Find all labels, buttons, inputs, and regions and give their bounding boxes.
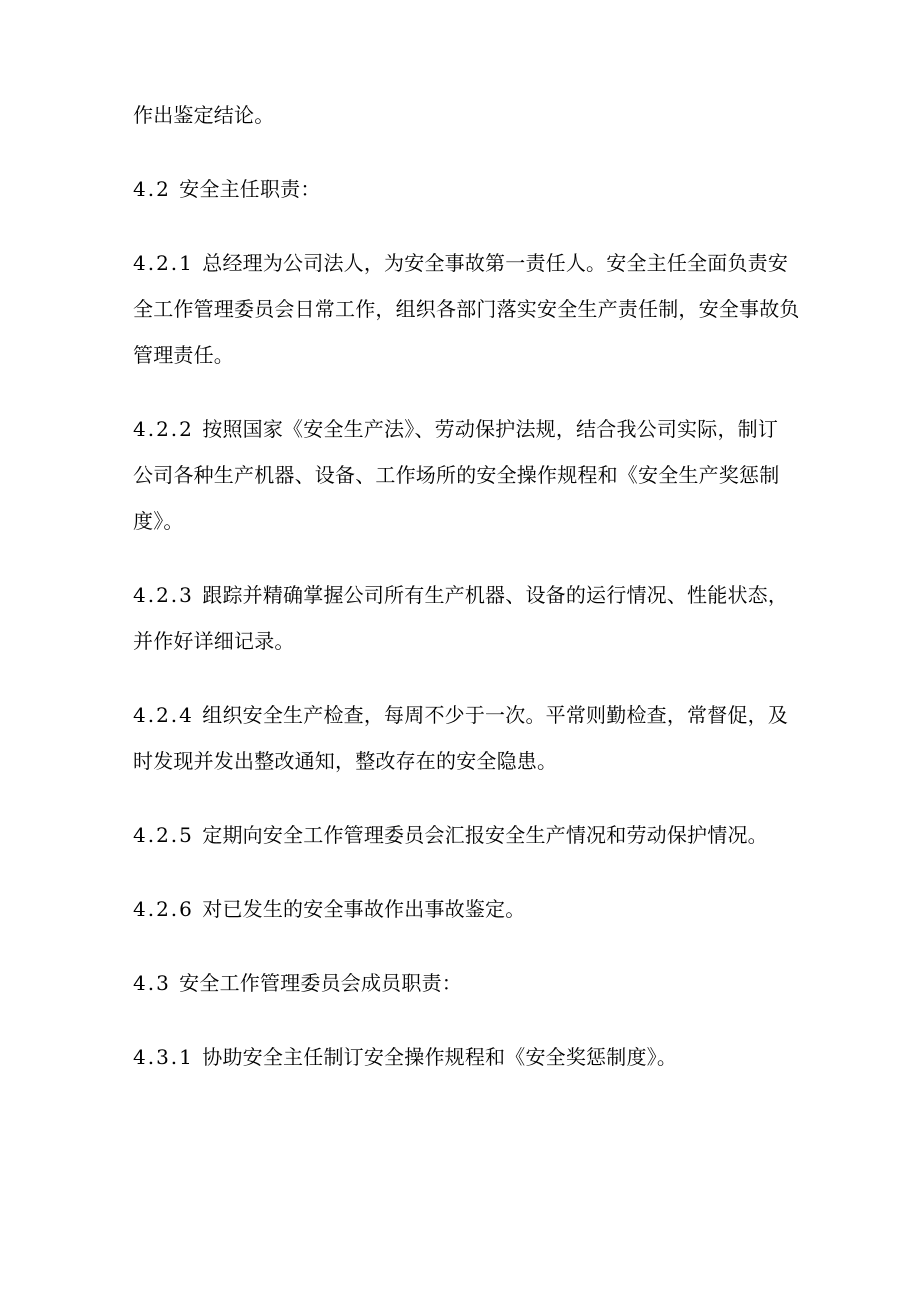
line-text: 全工作管理委员会日常工作，组织各部门落实安全生产责任制，安全事故负	[133, 297, 800, 321]
text-line	[133, 1034, 793, 1080]
section-number: 4.2.4	[133, 703, 203, 727]
paragraph-4-2-4	[133, 692, 793, 784]
line-text: 度》。	[133, 509, 184, 533]
section-heading-4-3	[133, 960, 793, 1006]
line-text: 安全主任职责：	[179, 177, 321, 201]
paragraph-4-3-1	[133, 1034, 793, 1080]
paragraph-4-2-3	[133, 572, 793, 664]
document-body	[133, 92, 800, 1080]
section-number: 4.2.2	[133, 417, 203, 441]
text-line	[133, 618, 793, 664]
line-text: 公司各种生产机器、设备、工作场所的安全操作规程和《安全生产奖惩制	[133, 463, 780, 487]
line-text: 定期向安全工作管理委员会汇报安全生产情况和劳动保护情况。	[202, 823, 768, 847]
text-line	[133, 332, 793, 378]
text-line	[133, 286, 800, 332]
text-line	[133, 498, 793, 544]
text-line	[133, 406, 793, 452]
line-text: 管理责任。	[133, 343, 234, 367]
line-text: 跟踪并精确掌握公司所有生产机器、设备的运行情况、性能状态，	[202, 583, 789, 607]
section-heading-4-2	[133, 166, 793, 212]
text-line	[133, 452, 793, 498]
line-text: 对已发生的安全事故作出事故鉴定。	[202, 897, 526, 921]
paragraph-4-2-5	[133, 812, 793, 858]
text-line	[133, 812, 793, 858]
line-text: 并作好详细记录。	[133, 629, 295, 653]
section-number: 4.2	[133, 177, 180, 201]
line-text: 组织安全生产检查，每周不少于一次。平常则勤检查，常督促，及	[202, 703, 789, 727]
text-line	[133, 692, 793, 738]
section-number: 4.2.6	[133, 897, 203, 921]
line-text: 时发现并发出整改通知，整改存在的安全隐患。	[133, 749, 558, 773]
line-text: 按照国家《安全生产法》、劳动保护法规，结合我公司实际，制订	[202, 417, 779, 441]
line-text: 总经理为公司法人，为安全事故第一责任人。安全主任全面负责安	[202, 251, 789, 275]
text-line	[133, 240, 793, 286]
text-line	[133, 886, 793, 932]
line-text: 协助安全主任制订安全操作规程和《安全奖惩制度》。	[202, 1045, 678, 1069]
text-line	[133, 960, 793, 1006]
paragraph-conclusion	[133, 92, 793, 138]
text-line	[133, 738, 793, 784]
paragraph-4-2-6	[133, 886, 793, 932]
section-number: 4.3	[133, 971, 180, 995]
text-line	[133, 166, 793, 212]
section-number: 4.2.5	[133, 823, 203, 847]
line-text: 作出鉴定结论。	[133, 103, 275, 127]
paragraph-4-2-2	[133, 406, 793, 544]
line-text: 安全工作管理委员会成员职责：	[179, 971, 462, 995]
paragraph-4-2-1	[133, 240, 800, 378]
text-line	[133, 572, 793, 618]
text-line	[133, 92, 793, 138]
section-number: 4.2.3	[133, 583, 203, 607]
section-number: 4.3.1	[133, 1045, 203, 1069]
section-number: 4.2.1	[133, 251, 203, 275]
